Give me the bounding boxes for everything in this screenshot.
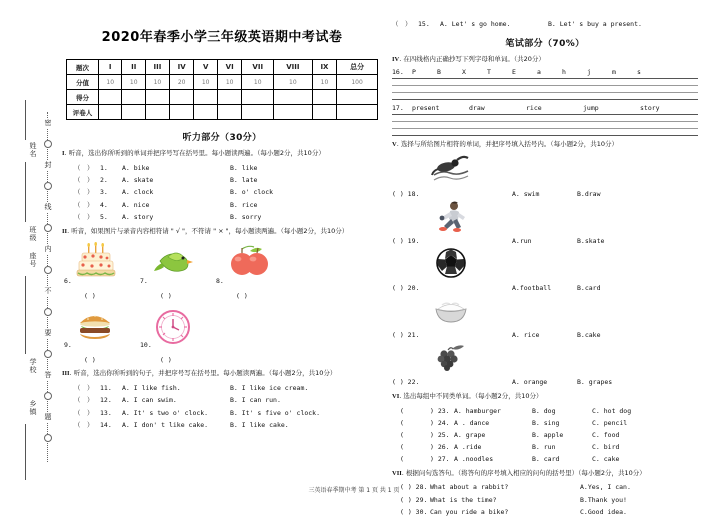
list-item[interactable] bbox=[62, 199, 382, 211]
grader-7[interactable] bbox=[242, 105, 274, 120]
points-7: 10 bbox=[242, 75, 274, 90]
rice-bowl-icon bbox=[430, 294, 472, 327]
grader-2[interactable] bbox=[122, 105, 145, 120]
item-number: 16. bbox=[392, 68, 404, 77]
col-4: IV bbox=[169, 60, 194, 75]
answer-blank[interactable]: ( ) bbox=[236, 292, 248, 301]
option-c[interactable]: C.Good idea. bbox=[580, 508, 627, 517]
item-number: 15. bbox=[418, 20, 430, 28]
earned-2[interactable] bbox=[122, 90, 145, 105]
item-number: 9. bbox=[64, 341, 72, 350]
football-icon bbox=[430, 247, 472, 280]
list-item[interactable] bbox=[62, 382, 382, 394]
seal-circle bbox=[44, 224, 52, 232]
option-b[interactable]: B. like bbox=[230, 163, 258, 172]
option-b[interactable]: B. I like ice cream. bbox=[230, 383, 309, 392]
option-b[interactable]: B. sing bbox=[532, 418, 560, 427]
letter: P bbox=[412, 68, 416, 77]
item-number: 3. bbox=[100, 188, 108, 197]
option-a[interactable]: A. orange bbox=[512, 377, 548, 386]
option-b[interactable]: B. It' s five o' clock. bbox=[230, 408, 321, 417]
row-label-grader: 评卷人 bbox=[67, 105, 99, 120]
grader-4[interactable] bbox=[169, 105, 194, 120]
question-heading-5 bbox=[392, 140, 698, 150]
bird-icon bbox=[152, 243, 200, 283]
points-8: 10 bbox=[274, 75, 313, 90]
item-number: 14. bbox=[100, 421, 112, 429]
seal-char: 答 bbox=[41, 370, 55, 380]
question-heading-1 bbox=[62, 149, 382, 159]
answer-blank[interactable]: ( ) 30. bbox=[400, 508, 428, 517]
list-item[interactable] bbox=[62, 307, 138, 365]
label-seat: 座号 bbox=[29, 252, 37, 268]
table-row-earned bbox=[67, 90, 378, 105]
section-prompt-5: . 选择与所给图片相符的单词，并把序号填入括号内。（每小题2分，共10分） bbox=[396, 140, 618, 149]
section-prompt-3: . 听音，选出你所听到的句子，并把序号写在括号里。每小题读两遍。（每小题2分，共10分） bbox=[69, 369, 337, 378]
points-1: 10 bbox=[99, 75, 122, 90]
option-c[interactable]: C. pencil bbox=[592, 418, 628, 427]
col-2: II bbox=[122, 60, 145, 75]
seal-rule bbox=[25, 424, 26, 480]
section-number-7: VII bbox=[392, 469, 402, 477]
item-number: 13. bbox=[100, 408, 112, 417]
picture-row-1 bbox=[62, 243, 382, 301]
picture-row-2 bbox=[62, 307, 382, 365]
option-b[interactable]: B.draw bbox=[577, 189, 601, 198]
question-heading-4 bbox=[392, 55, 698, 65]
writing-line bbox=[392, 135, 698, 136]
option-a[interactable]: A.Yes, I can. bbox=[580, 483, 631, 492]
section-number-5: V bbox=[392, 141, 397, 149]
seal-line-text bbox=[41, 118, 55, 458]
option-b[interactable]: B. card bbox=[532, 454, 560, 463]
earned-9[interactable] bbox=[312, 90, 336, 105]
col-6: VI bbox=[217, 60, 242, 75]
item-number: 2. bbox=[100, 176, 108, 185]
page-footer: 三英语春季期中考 第 1 页 共 1 页 bbox=[308, 487, 400, 494]
word: present bbox=[412, 104, 440, 113]
clock-icon bbox=[152, 307, 200, 347]
option-b[interactable]: B. dog bbox=[532, 406, 556, 415]
row-label-earned: 得分 bbox=[67, 90, 99, 105]
option-b[interactable]: B.skate bbox=[577, 236, 605, 245]
word: draw bbox=[469, 104, 485, 113]
writing-line bbox=[392, 85, 698, 86]
grader-3[interactable] bbox=[145, 105, 169, 120]
item-number: ) 27. bbox=[430, 454, 450, 463]
letter: m bbox=[612, 68, 616, 77]
list-item[interactable] bbox=[392, 200, 698, 247]
earned-5[interactable] bbox=[194, 90, 217, 105]
earned-7[interactable] bbox=[242, 90, 274, 105]
points-3: 10 bbox=[145, 75, 169, 90]
option-b[interactable]: B. grapes bbox=[577, 377, 613, 386]
answer-blank[interactable]: ( ) bbox=[160, 292, 172, 301]
four-line-grid-16[interactable] bbox=[392, 78, 698, 100]
col-7: VII bbox=[242, 60, 274, 75]
letter: s bbox=[637, 68, 641, 77]
list-item[interactable] bbox=[62, 162, 382, 174]
list-item[interactable] bbox=[62, 186, 382, 198]
option-b[interactable]: B. o' clock bbox=[230, 188, 274, 197]
word: rice bbox=[526, 104, 542, 113]
answer-blank[interactable]: ( bbox=[400, 406, 404, 415]
option-c[interactable]: C. cake bbox=[592, 454, 620, 463]
question-text: What about a rabbit? bbox=[430, 483, 509, 492]
list-item[interactable] bbox=[392, 453, 698, 465]
earned-8[interactable] bbox=[274, 90, 313, 105]
writing-line bbox=[392, 92, 698, 93]
option-b[interactable]: B.Thank you! bbox=[580, 495, 627, 504]
option-a[interactable]: A. bike bbox=[122, 163, 150, 172]
grapes-icon bbox=[430, 341, 472, 374]
seal-char: 不 bbox=[41, 286, 55, 296]
page-title: 2020年春季小学三年级英语期中考试卷 bbox=[101, 30, 343, 45]
item-number: 5. bbox=[100, 213, 108, 222]
pic-spacer bbox=[290, 243, 366, 301]
points-9: 10 bbox=[312, 75, 336, 90]
row-label-points: 分值 bbox=[67, 75, 99, 90]
seal-rule bbox=[25, 100, 26, 140]
writing-line bbox=[392, 128, 698, 129]
written-section-title: 笔试部分（70%） bbox=[505, 39, 585, 50]
points-4: 20 bbox=[169, 75, 194, 90]
letter: B bbox=[437, 68, 441, 77]
answer-blank[interactable]: （ ） bbox=[74, 163, 94, 172]
seal-rule bbox=[25, 162, 26, 222]
question-text: Can you ride a bike? bbox=[430, 508, 509, 517]
option-a[interactable]: A .ride bbox=[454, 442, 482, 451]
section-prompt-1: . 听音，选出你所听到的单词并把序号写在括号里。每小题读两遍。（每小题2分，共10分） bbox=[64, 149, 325, 157]
col-5: V bbox=[194, 60, 217, 75]
list-item[interactable] bbox=[392, 18, 698, 30]
option-b[interactable]: B. I can run. bbox=[230, 396, 281, 405]
item-number: ) 23. bbox=[430, 406, 450, 415]
answer-blank[interactable]: （ ） bbox=[74, 383, 94, 392]
answer-blank[interactable]: ( bbox=[400, 454, 404, 463]
col-total: 总分 bbox=[337, 60, 378, 75]
answer-blank[interactable]: ( bbox=[400, 430, 404, 439]
item-number: 6. bbox=[64, 277, 72, 286]
letter: E bbox=[512, 68, 516, 77]
letters-item-16 bbox=[392, 68, 698, 77]
word: jump bbox=[583, 104, 599, 113]
list-item[interactable] bbox=[138, 243, 214, 301]
label-town: 乡镇 bbox=[29, 400, 37, 416]
earned-6[interactable] bbox=[217, 90, 242, 105]
seal-char: 封 bbox=[41, 160, 55, 170]
seal-circle bbox=[44, 350, 52, 358]
list-item[interactable] bbox=[392, 494, 698, 506]
points-6: 10 bbox=[217, 75, 242, 90]
answer-blank[interactable]: ( ) 19. bbox=[392, 236, 420, 245]
option-a[interactable]: A. clock bbox=[122, 188, 154, 197]
points-2: 10 bbox=[122, 75, 145, 90]
list-item[interactable] bbox=[392, 417, 698, 429]
writing-line bbox=[392, 78, 698, 79]
grader-5[interactable] bbox=[194, 105, 217, 120]
answer-blank[interactable]: ( ) bbox=[84, 356, 96, 365]
list-item[interactable] bbox=[392, 429, 698, 441]
item-number: 10. bbox=[140, 341, 152, 350]
word: story bbox=[640, 104, 660, 113]
answer-blank[interactable]: ( ) 18. bbox=[392, 189, 420, 198]
answer-blank[interactable]: ( ) bbox=[160, 356, 172, 365]
runner-icon bbox=[430, 200, 472, 233]
letter: h bbox=[562, 68, 566, 77]
list-item[interactable] bbox=[62, 407, 382, 419]
row-label-topic: 题次 bbox=[67, 60, 99, 75]
answer-blank[interactable]: （ ） bbox=[74, 421, 94, 429]
option-b[interactable]: B.cake bbox=[577, 330, 601, 339]
answer-blank[interactable]: ( ) 21. bbox=[392, 330, 420, 339]
list-item[interactable] bbox=[392, 441, 698, 453]
seal-circle bbox=[44, 434, 52, 442]
option-b[interactable]: B. apple bbox=[532, 430, 564, 439]
grader-1[interactable] bbox=[99, 105, 122, 120]
answer-blank[interactable]: （ ） bbox=[392, 20, 412, 28]
list-item[interactable] bbox=[62, 174, 382, 186]
seal-char: 密 bbox=[41, 118, 55, 128]
list-item[interactable] bbox=[138, 307, 214, 365]
option-b[interactable]: B. I like cake. bbox=[230, 421, 289, 429]
item-number: 7. bbox=[140, 277, 148, 286]
section-number-6: VI bbox=[392, 392, 400, 400]
option-b[interactable]: B. sorry bbox=[230, 213, 262, 222]
earned-4[interactable] bbox=[169, 90, 194, 105]
item-number: ) 26. bbox=[430, 442, 450, 451]
option-a[interactable]: A. swim bbox=[512, 189, 540, 198]
list-item[interactable] bbox=[62, 211, 382, 223]
option-b[interactable]: B. late bbox=[230, 176, 258, 185]
words-item-17 bbox=[392, 104, 698, 113]
option-a[interactable]: A.run bbox=[512, 236, 532, 245]
option-a[interactable]: A. rice bbox=[512, 330, 540, 339]
seal-circle bbox=[44, 392, 52, 400]
answer-blank[interactable]: （ ） bbox=[74, 408, 94, 417]
score-table bbox=[66, 59, 378, 120]
section-number-4: IV bbox=[392, 56, 400, 64]
item-number: 11. bbox=[100, 383, 112, 392]
col-9: IX bbox=[312, 60, 336, 75]
section-number-2: II bbox=[62, 228, 68, 236]
birthday-cake-icon bbox=[76, 243, 124, 283]
answer-blank[interactable]: ( ) 28. bbox=[400, 483, 428, 492]
points-total: 100 bbox=[337, 75, 378, 90]
option-b[interactable]: B. run bbox=[532, 442, 556, 451]
item-number: 17. bbox=[392, 104, 404, 113]
section-number-1: I bbox=[62, 150, 65, 157]
option-b[interactable]: B.card bbox=[577, 283, 601, 292]
option-a[interactable]: A. Let' s go home. bbox=[440, 20, 511, 28]
hamburger-icon bbox=[76, 307, 124, 347]
seal-char: 线 bbox=[41, 202, 55, 212]
question-heading-7 bbox=[392, 469, 698, 479]
col-1: I bbox=[99, 60, 122, 75]
option-a[interactable]: A. grape bbox=[454, 430, 486, 439]
earned-1[interactable] bbox=[99, 90, 122, 105]
seal-circle bbox=[44, 140, 52, 148]
student-info-labels bbox=[14, 100, 38, 480]
item-number: 4. bbox=[100, 200, 108, 209]
list-item[interactable] bbox=[392, 153, 698, 200]
letter: j bbox=[587, 68, 591, 77]
writing-line bbox=[392, 121, 698, 122]
grader-9[interactable] bbox=[312, 105, 336, 120]
list-item[interactable] bbox=[62, 394, 382, 406]
option-a[interactable]: A. I don' t like cake. bbox=[122, 421, 209, 429]
pic-spacer bbox=[214, 307, 290, 365]
label-class: 班级 bbox=[29, 226, 37, 242]
grader-6[interactable] bbox=[217, 105, 242, 120]
seal-circle bbox=[44, 308, 52, 316]
item-number: ) 24. bbox=[430, 418, 450, 427]
answer-blank[interactable]: （ ） bbox=[74, 213, 94, 222]
col-8: VIII bbox=[274, 60, 313, 75]
answer-blank[interactable]: ( ) 29. bbox=[400, 495, 428, 504]
seal-circle bbox=[44, 266, 52, 274]
label-name: 姓名 bbox=[29, 142, 37, 158]
section-prompt-4: . 在四线格内正确抄写下列字母和单词。（共20分） bbox=[399, 55, 545, 64]
list-item[interactable] bbox=[392, 506, 698, 518]
section-prompt-6: . 选出每组中不同类单词。（每小题2分，共10分） bbox=[399, 391, 543, 400]
label-school: 学校 bbox=[29, 358, 37, 374]
seal-char: 题 bbox=[41, 412, 55, 422]
apples-icon bbox=[228, 243, 276, 283]
list-item[interactable] bbox=[392, 247, 698, 294]
table-row-grader bbox=[67, 105, 378, 120]
answer-blank[interactable]: ( bbox=[400, 442, 404, 451]
seal-circle bbox=[44, 182, 52, 190]
table-row-header bbox=[67, 60, 378, 75]
question-heading-6 bbox=[392, 392, 698, 402]
points-5: 10 bbox=[194, 75, 217, 90]
seal-strip bbox=[0, 0, 60, 500]
answer-blank[interactable]: （ ） bbox=[74, 188, 94, 197]
list-item[interactable] bbox=[392, 294, 698, 341]
letter: a bbox=[537, 68, 541, 77]
pic-spacer bbox=[290, 307, 366, 365]
earned-3[interactable] bbox=[145, 90, 169, 105]
question-heading-2 bbox=[62, 227, 382, 237]
section-prompt-7: . 根据问句选答句。（将答句的序号填入相应的问句的括号里）（每小题2分，共10分） bbox=[401, 468, 646, 477]
list-item[interactable] bbox=[392, 341, 698, 388]
option-c[interactable]: C. food bbox=[592, 430, 620, 439]
option-a[interactable]: A. nice bbox=[122, 200, 150, 209]
item-number: 12. bbox=[100, 396, 112, 405]
answer-blank[interactable]: ( bbox=[400, 418, 404, 427]
option-a[interactable]: A. hamburger bbox=[454, 406, 501, 415]
answer-blank[interactable]: （ ） bbox=[74, 396, 94, 405]
option-a[interactable]: A. It' s two o' clock. bbox=[122, 408, 209, 417]
col-3: III bbox=[145, 60, 169, 75]
listening-section-title: 听力部分（30分） bbox=[182, 133, 262, 143]
answer-blank[interactable]: （ ） bbox=[74, 176, 94, 185]
option-c[interactable]: C. bird bbox=[592, 442, 620, 451]
section-number-3: III bbox=[62, 370, 70, 378]
item-number: ) 25. bbox=[430, 430, 450, 439]
earned-total[interactable] bbox=[337, 90, 378, 105]
list-item[interactable] bbox=[214, 243, 290, 301]
seal-char: 内 bbox=[41, 244, 55, 254]
section-prompt-2: . 听音，如果图片与录音内容相符请 " √ "，不符请 " × "，每小题读两遍。（每小题2分，共10分） bbox=[67, 227, 349, 236]
item-number: 8. bbox=[216, 277, 224, 286]
option-a[interactable]: A. I like fish. bbox=[122, 383, 181, 392]
option-a[interactable]: A. I can swim. bbox=[122, 396, 177, 405]
four-line-grid-17[interactable] bbox=[392, 114, 698, 136]
option-a[interactable]: A. story bbox=[122, 213, 154, 222]
option-b[interactable]: B. Let' s buy a present. bbox=[548, 20, 642, 28]
list-item[interactable] bbox=[392, 405, 698, 417]
letter: T bbox=[487, 68, 491, 77]
list-item[interactable] bbox=[62, 243, 138, 301]
list-item[interactable] bbox=[62, 419, 382, 431]
option-b[interactable]: B. rice bbox=[230, 200, 258, 209]
seal-char: 要 bbox=[41, 328, 55, 338]
answer-blank[interactable]: （ ） bbox=[74, 200, 94, 209]
left-column bbox=[62, 18, 382, 488]
writing-line bbox=[392, 99, 698, 100]
right-column bbox=[392, 18, 698, 517]
grader-total[interactable] bbox=[337, 105, 378, 120]
table-row-points bbox=[67, 75, 378, 90]
item-number: 1. bbox=[100, 163, 108, 172]
grader-8[interactable] bbox=[274, 105, 313, 120]
writing-line bbox=[392, 114, 698, 115]
answer-blank[interactable]: ( ) bbox=[84, 292, 96, 301]
option-a[interactable]: A . dance bbox=[454, 418, 490, 427]
question-heading-3 bbox=[62, 369, 382, 379]
answer-blank[interactable]: ( ) 20. bbox=[392, 283, 420, 292]
option-a[interactable]: A.football bbox=[512, 283, 552, 292]
letter: X bbox=[462, 68, 466, 77]
answer-blank[interactable]: ( ) 22. bbox=[392, 377, 420, 386]
option-c[interactable]: C. hot dog bbox=[592, 406, 632, 415]
seal-rule bbox=[25, 276, 26, 354]
swimmer-icon bbox=[430, 153, 472, 186]
option-a[interactable]: A. skate bbox=[122, 176, 154, 185]
question-text: What is the time? bbox=[430, 495, 497, 504]
option-a[interactable]: A .noodles bbox=[454, 454, 494, 463]
